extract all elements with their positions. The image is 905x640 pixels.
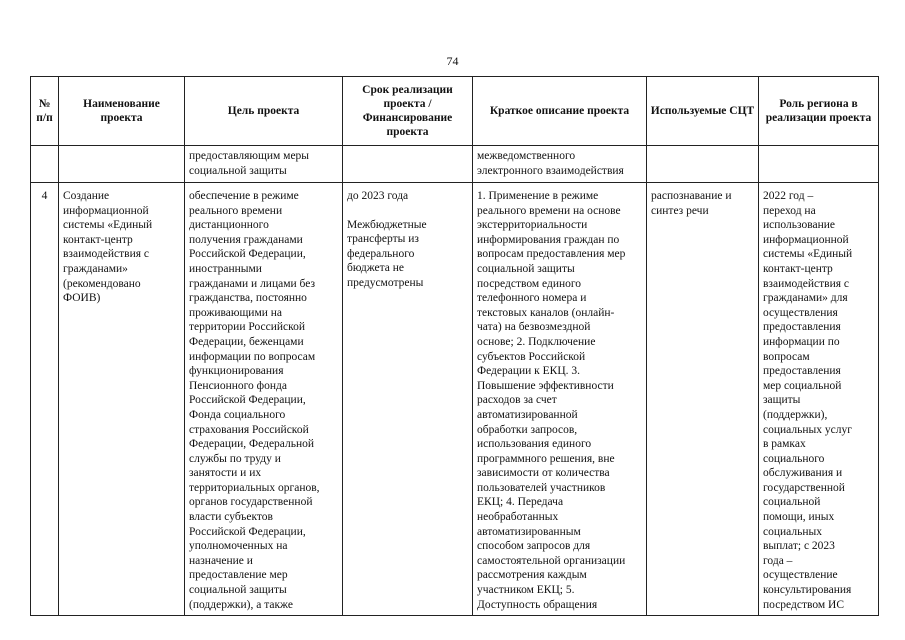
cell-description: межведомственного электронного взаимодействия <box>473 146 647 183</box>
cell-region-role: 2022 год – переход на использование информационной системы «Единый контакт-центр взаимодействия с гражданами» для осуществления предоставления информации по вопросам предоставления мер социальной защиты (поддержки), социальных услуг в рамках социального обслуживания и государственной социальной помощи, иных социальных выплат; с 2023 года – осуществление консультирования посредством ИС <box>759 183 879 616</box>
header-description: Краткое описание проекта <box>473 77 647 146</box>
cell-project-goal: предоставляющим меры социальной защиты <box>185 146 343 183</box>
cell-technologies: распознавание и синтез речи <box>647 183 759 616</box>
financing-text: Межбюджетные трансферты из федерального бюджета не предусмотрены <box>347 218 427 289</box>
cell-project-goal: обеспечение в режиме реального времени дистанционного получения гражданами Российской Федерации, иностранными гражданами и лицами без гражданства, постоянно проживающими на территории Российской Федерации, беженцами информации по вопросам функционирования Пенсионного фонда Российской Федерации, Фонда социального страхования Российской Федерации, Федеральной службы по труду и занятости и их территориальных органов, органов государственной власти субъектов Российской Федерации, уполномоченных на назначение и предоставление мер социальной защиты (поддержки), а также <box>185 183 343 616</box>
header-region-role: Роль региона в реализации проекта <box>759 77 879 146</box>
projects-table <box>30 76 879 616</box>
cell-technologies <box>647 146 759 183</box>
header-number: № п/п <box>31 77 59 146</box>
cell-term <box>343 183 473 616</box>
term-text: до 2023 года <box>347 190 409 202</box>
cell-region-role <box>759 146 879 183</box>
header-technologies: Используемые СЦТ <box>647 77 759 146</box>
page-number: 74 <box>446 54 459 68</box>
header-row <box>31 77 879 146</box>
table-row <box>31 183 879 616</box>
header-project-goal: Цель проекта <box>185 77 343 146</box>
cell-description: 1. Применение в режиме реального времени на основе экстерриториальности информирования граждан по вопросам предоставления мер социальной защиты посредством единого телефонного номера и текстовых каналов (онлайн- чата) на безвозмездной основе; 2. Подключение субъектов Российской Федерации к ЕКЦ. 3. Повышение эффективности расходов за счет автоматизированной обработки запросов, использования единого программного решения, вне зависимости от количества пользователей участников ЕКЦ; 4. Передача необработанных автоматизированным способом запросов для самостоятельной организации рассмотрения каждым участником ЕКЦ; 5. Доступность обращения <box>473 183 647 616</box>
cell-number: 4 <box>31 183 59 616</box>
header-term-financing: Срок реализации проекта / Финансирование проекта <box>343 77 473 146</box>
table-row <box>31 146 879 183</box>
cell-project-name: Создание информационной системы «Единый контакт-центр взаимодействия с гражданами» (рекомендовано ФОИВ) <box>59 183 185 616</box>
cell-number <box>31 146 59 183</box>
cell-project-name <box>59 146 185 183</box>
header-project-name: Наименование проекта <box>59 77 185 146</box>
cell-term <box>343 146 473 183</box>
